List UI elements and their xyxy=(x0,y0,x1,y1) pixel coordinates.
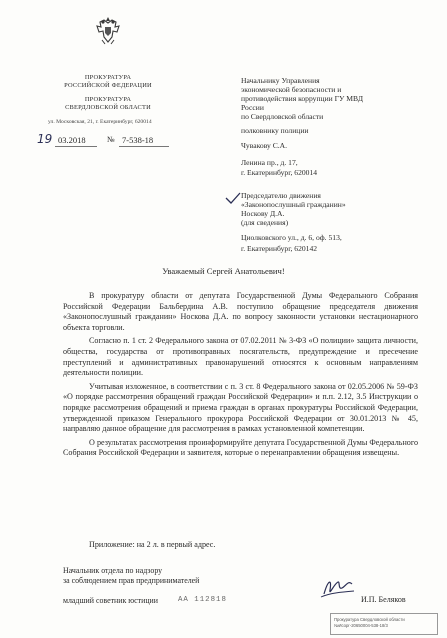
recipient1-city: г. Екатеринбург, 620014 xyxy=(241,168,318,177)
paragraph-1: В прокуратуру области от депутата Государственной Думы Федерального Собрания Российской Федерации Бальбердина А.В. поступило обращение председателя движения «Законопослушный гражданин» Носкова Д.А. по вопросу законности установки нестационарного объекта торговли. xyxy=(63,291,418,332)
handwritten-day: 19 xyxy=(37,132,53,146)
attachment-note: Приложение: на 2 л. в первый адрес. xyxy=(89,540,216,549)
paragraph-3: Учитывая изложенное, в соответствии с п. 3 ст. 8 Федерального закона от 02.05.2006 № 59-ФЗ «О порядке рассмотрения обращений граждан Российской Федерации» и п.п. 2.12, 3.5 Инструкции о порядке рассмотрения обращений и приема граждан в органах прокуратуры Российской Федерации, утвержденной приказом Генерального прокурора Российской Федерации от 30.01.2013 № 45, направляю данное обращение для рассмотрения в рамках установленной компетенции. xyxy=(63,381,418,434)
sender-org-line2: РОССИЙСКОЙ ФЕДЕРАЦИИ xyxy=(64,82,152,89)
number-underline xyxy=(119,146,169,147)
signer-rank: младший советник юстиции xyxy=(63,596,159,605)
sender-address: ул. Московская, 21, г. Екатеринбург, 620014 xyxy=(48,119,152,125)
recipient2-street: Циолковского ул., д. 6, оф. 513, xyxy=(241,233,342,242)
salutation: Уважаемый Сергей Анатольевич! xyxy=(162,266,285,276)
recipient2-line2: «Законопослушный гражданин» xyxy=(241,200,346,209)
number-sign: № xyxy=(107,135,115,144)
recipient1-line1: Начальнику Управления xyxy=(241,76,320,85)
form-stamp-number: АА 112818 xyxy=(178,596,227,604)
paragraph-2: Согласно п. 1 ст. 2 Федерального закона от 07.02.2011 № 3-ФЗ «О полиции» защита личности, общества, государства от противоправных посягательств, предупреждение и пресечение преступлений и административных правонарушений относятся к основным направлениям деятельности полиции. xyxy=(63,336,418,378)
paragraph-4: О результатах рассмотрения проинформируйте депутата Государственной Думы Федерального Собрания Российской Федерации и заявителя, которые о перенаправлении обращения извещены. xyxy=(63,437,418,458)
recipient1-rank: полковнику полиции xyxy=(241,126,309,135)
check-mark-icon xyxy=(225,191,241,205)
stamp-note-line1: Прокуратура Свердловской области xyxy=(334,617,405,622)
recipient1-line5: по Свердловской области xyxy=(241,112,324,121)
recipient2-city: г. Екатеринбург, 620142 xyxy=(241,244,318,253)
sender-org-line4: СВЕРДЛОВСКОЙ ОБЛАСТИ xyxy=(65,104,151,111)
recipient1-street: Ленина пр., д. 17, xyxy=(241,158,298,167)
signer-title-line1: Начальник отдела по надзору xyxy=(63,566,163,575)
coat-of-arms-emblem xyxy=(93,14,123,47)
signer-name: И.П. Беляков xyxy=(361,595,406,604)
recipient1-line3: противодействия коррупции ГУ МВД xyxy=(241,94,363,103)
sender-org-line1: ПРОКУРАТУРА xyxy=(84,74,132,81)
recipient2-line4: (для сведения) xyxy=(241,218,289,227)
handwritten-signature xyxy=(318,576,358,602)
letter-date: 03.2018 xyxy=(58,135,86,145)
recipient1-name: Чувакову С.А. xyxy=(241,141,288,150)
recipient2-line1: Председателю движения xyxy=(241,191,321,200)
signer-title-line2: за соблюдением прав предпринимателей xyxy=(63,576,200,585)
recipient2-line3: Носкову Д.А. xyxy=(241,209,285,218)
letter-number: 7-538-18 xyxy=(122,135,154,145)
letter-body xyxy=(63,291,418,459)
date-underline xyxy=(55,146,97,147)
sender-org-line3: ПРОКУРАТУРА xyxy=(84,96,132,103)
registration-stamp xyxy=(330,613,438,635)
recipient1-line2: экономической безопасности и xyxy=(241,85,342,94)
stamp-note-line2: №Исорг-20650004-538-18/3 xyxy=(334,623,388,628)
recipient1-line4: России xyxy=(241,103,264,112)
